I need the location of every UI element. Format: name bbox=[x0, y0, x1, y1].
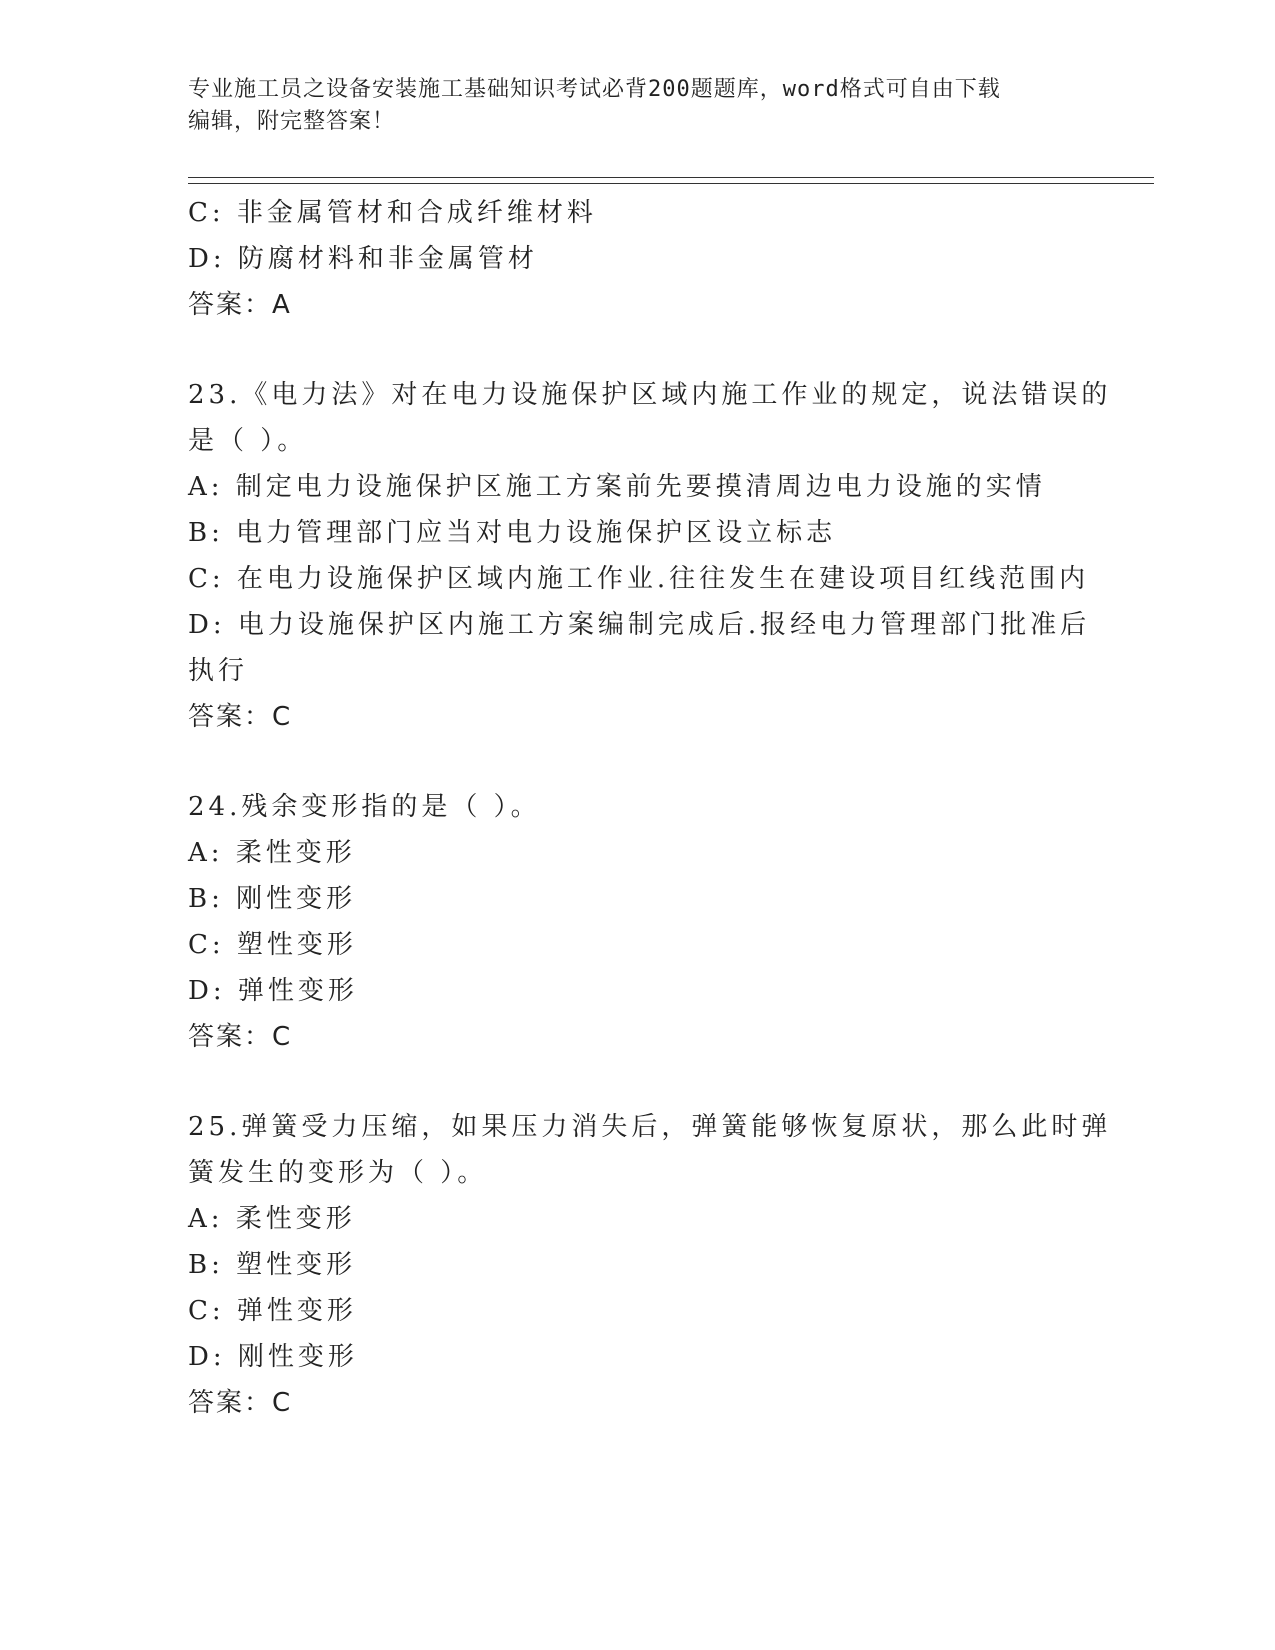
q25-option-a: A: 柔性变形 bbox=[188, 1204, 356, 1234]
header-divider-top bbox=[188, 177, 1154, 178]
q24-answer: 答案：C bbox=[188, 1022, 293, 1052]
q24-option-a: A: 柔性变形 bbox=[188, 838, 356, 868]
header-line-1: 专业施工员之设备安装施工基础知识考试必背200题题库，word格式可自由下载 bbox=[188, 77, 1001, 102]
q23-stem-line-1: 23.《电力法》对在电力设施保护区域内施工作业的规定，说法错误的 bbox=[188, 380, 1112, 410]
q25-stem-line-2: 簧发生的变形为（ ）。 bbox=[188, 1158, 488, 1188]
prev-option-d: D: 防腐材料和非金属管材 bbox=[188, 244, 538, 274]
q24-option-d: D: 弹性变形 bbox=[188, 976, 358, 1006]
q23-option-a: A: 制定电力设施保护区施工方案前先要摸清周边电力设施的实情 bbox=[188, 472, 1046, 502]
q25-answer: 答案：C bbox=[188, 1388, 293, 1418]
question-content bbox=[188, 190, 1112, 1426]
q25-option-b: B: 塑性变形 bbox=[188, 1250, 357, 1280]
q23-stem-line-2: 是（ ）。 bbox=[188, 426, 308, 456]
header-divider-bottom bbox=[188, 183, 1154, 184]
q25-stem-line-1: 25.弹簧受力压缩，如果压力消失后，弹簧能够恢复原状，那么此时弹 bbox=[188, 1112, 1112, 1142]
q23-option-d-line-2: 执行 bbox=[188, 656, 249, 686]
q23-answer: 答案：C bbox=[188, 702, 293, 732]
q23-option-d-line-1: D: 电力设施保护区内施工方案编制完成后.报经电力管理部门批准后 bbox=[188, 610, 1091, 640]
prev-option-c: C: 非金属管材和合成纤维材料 bbox=[188, 198, 597, 228]
q25-option-d: D: 刚性变形 bbox=[188, 1342, 358, 1372]
prev-answer: 答案：A bbox=[188, 290, 292, 320]
header-line-2: 编辑，附完整答案！ bbox=[188, 109, 396, 134]
q24-option-b: B: 刚性变形 bbox=[188, 884, 357, 914]
q23-option-c: C: 在电力设施保护区域内施工作业.往往发生在建设项目红线范围内 bbox=[188, 564, 1090, 594]
q25-option-c: C: 弹性变形 bbox=[188, 1296, 357, 1326]
q23-option-b: B: 电力管理部门应当对电力设施保护区设立标志 bbox=[188, 518, 837, 548]
q24-stem: 24.残余变形指的是（ ）。 bbox=[188, 792, 541, 822]
q24-option-c: C: 塑性变形 bbox=[188, 930, 357, 960]
document-header bbox=[188, 74, 1068, 138]
